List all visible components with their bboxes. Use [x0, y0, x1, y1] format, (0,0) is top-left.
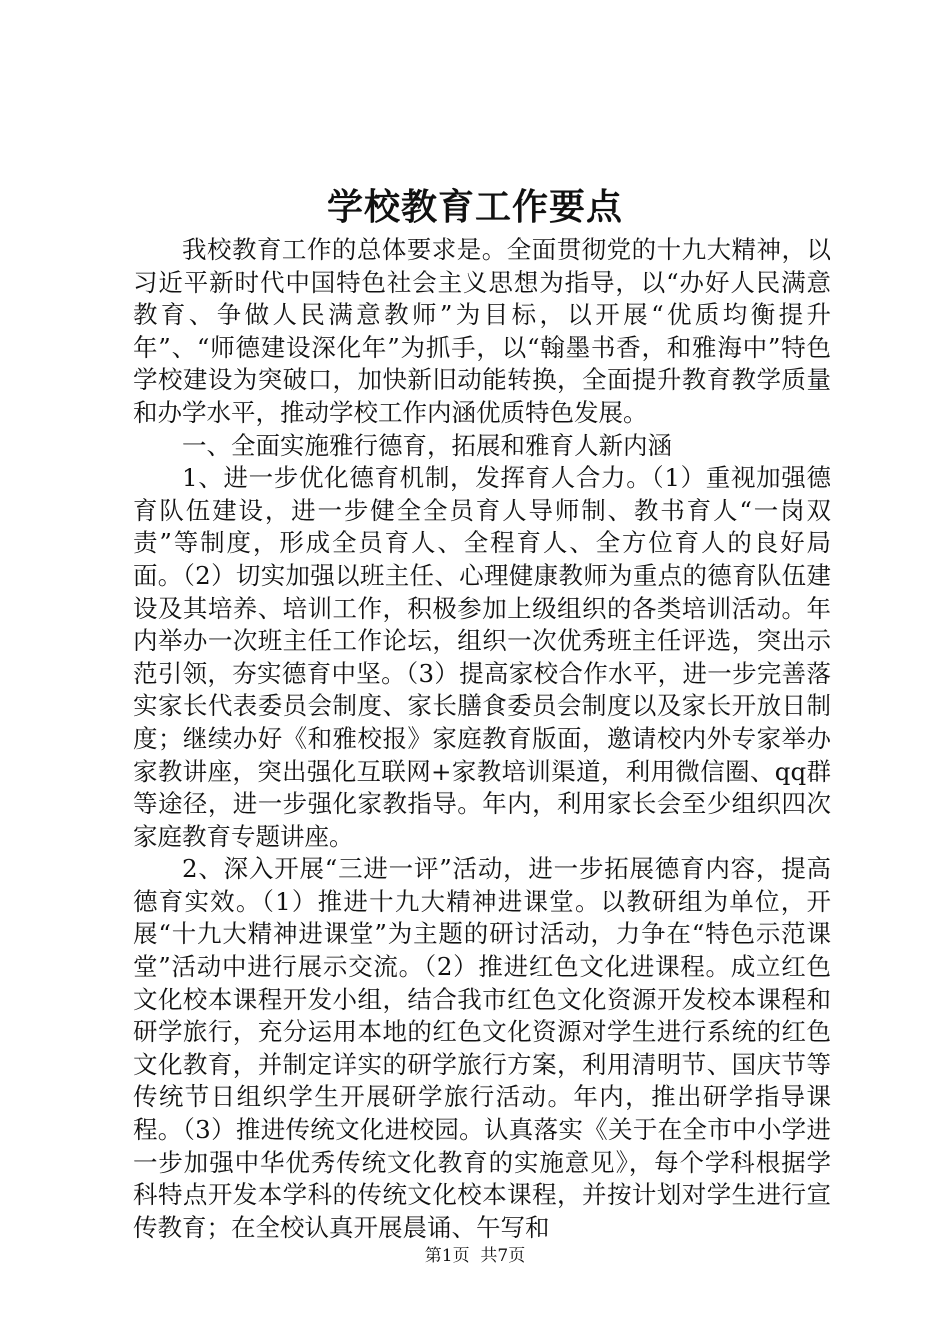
document-title: 学校教育工作要点 [326, 186, 623, 228]
paragraph-item-1: 1、进一步优化德育机制，发挥育人合力。（1）重视加强德育队伍建设，进一步健全全员育人导师制、教书育人“一岗双责”等制度，形成全员育人、全程育人、全方位育人的良好局面。（2）切实加强以班主任、心理健康教师为重点的德育队伍建设及其培养、培训工作，积极参加上级组织的各类培训活动。年内举办一次班主任工作论坛，组织一次优秀班主任评选，突出示范引领，夯实德育中坚。（3）提高家校合作水平，进一步完善落实家长代表委员会制度、家长膳食委员会制度以及家长开放日制度；继续办好《和雅校报》家庭教育版面，邀请校内外专家举办家教讲座，突出强化互联网+家教培训渠道，利用微信圈、qq群等途径，进一步强化家教指导。年内，利用家长会至少组织四次家庭教育专题讲座。 [133, 463, 831, 851]
section-heading-1: 一、全面实施雅行德育，拓展和雅育人新内涵 [182, 430, 672, 460]
paragraph-item-2: 2、深入开展“三进一评”活动，进一步拓展德育内容，提高德育实效。（1）推进十九大精神进课堂。以教研组为单位，开展“十九大精神进课堂”为主题的研讨活动，力争在“特色示范课堂”活动中进行展示交流。（2）推进红色文化进课程。成立红色文化校本课程开发小组，结合我市红色文化资源开发校本课程和研学旅行，充分运用本地的红色文化资源对学生进行系统的红色文化教育，并制定详实的研学旅行方案，利用清明节、国庆节等传统节日组织学生开展研学旅行活动。年内，推出研学指导课程。（3）推进传统文化进校园。认真落实《关于在全市中小学进一步加强中华优秀传统文化教育的实施意见》，每个学科根据学科特点开发本学科的传统文化校本课程，并按计划对学生进行宣传教育；在全校认真开展晨诵、午写和 [133, 854, 831, 1242]
page-footer [0, 1244, 950, 1268]
page-number: 第1页 [424, 1246, 470, 1266]
page-total: 共7页 [480, 1246, 526, 1266]
document-body [133, 234, 831, 1244]
paragraph-intro: 我校教育工作的总体要求是。全面贯彻党的十九大精神，以习近平新时代中国特色社会主义思想为指导，以“办好人民满意教育、争做人民满意教师”为目标，以开展“优质均衡提升年”、“师德建设深化年”为抓手，以“翰墨书香，和雅海中”特色学校建设为突破口，加快新旧动能转换，全面提升教育教学质量和办学水平，推动学校工作内涵优质特色发展。 [133, 235, 831, 427]
